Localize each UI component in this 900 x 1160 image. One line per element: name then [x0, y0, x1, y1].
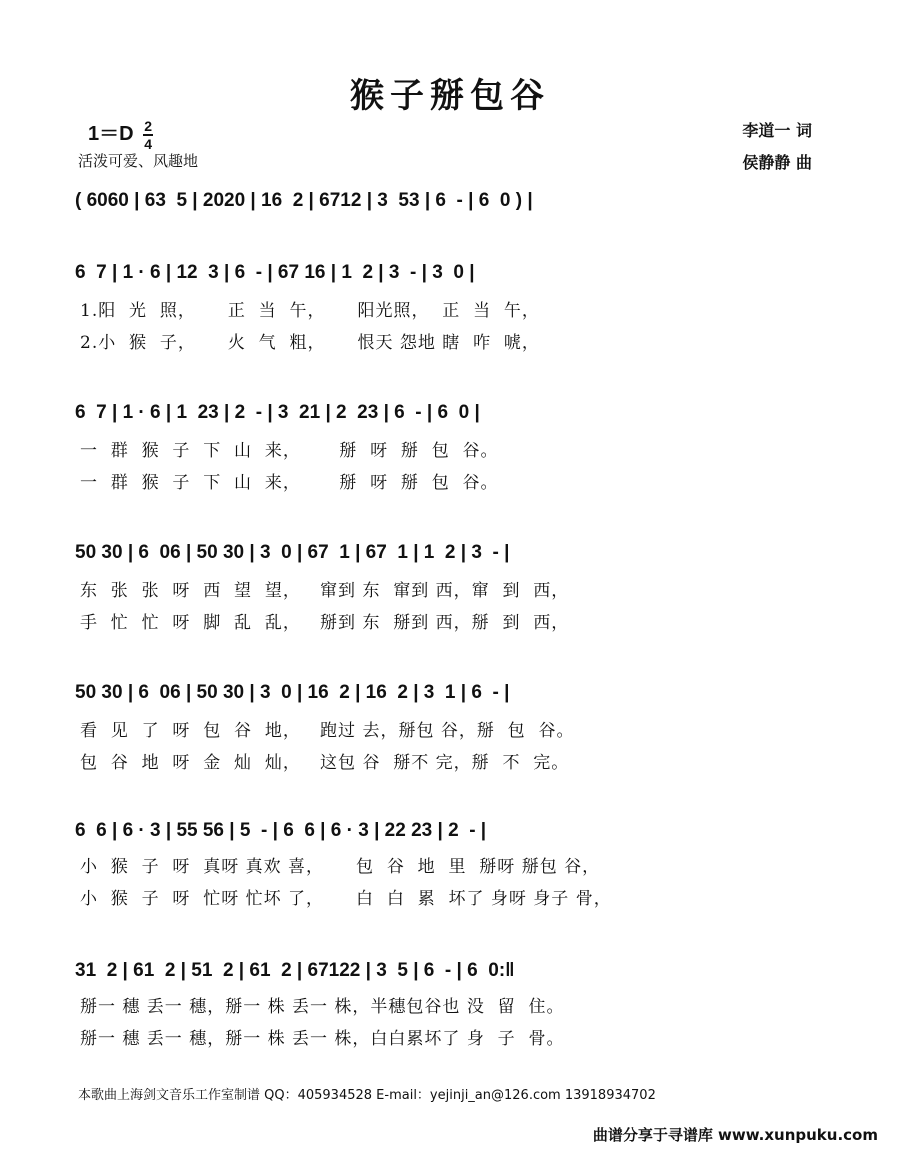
- lyric-line: 看 见 了 呀 包 谷 地， 跑过 去，掰包 谷，掰 包 谷。: [80, 721, 575, 741]
- time-signature: [143, 119, 153, 151]
- system-notes: 6 7 | 1 · 6 | 12 3 | 6 - | 67 16 | 1 2 | 3 - | 3 0 |: [75, 262, 475, 283]
- key-label: 1＝D: [88, 123, 134, 145]
- meter-bottom: 4: [144, 135, 153, 152]
- system-notes: 6 7 | 1 · 6 | 1 23 | 2 - | 3 21 | 2 23 | 6 - | 6 0 |: [75, 402, 480, 423]
- lyric-line: 一 群 猴 子 下 山 来， 掰 呀 掰 包 谷。: [80, 441, 499, 461]
- lyric-line: 1.阳 光 照， 正 当 午， 阳光照， 正 当 午，: [80, 301, 540, 321]
- system-notes: 50 30 | 6 06 | 50 30 | 3 0 | 16 2 | 16 2 | 3 1 | 6 - |: [75, 682, 510, 703]
- lyric-line: 小 猴 子 呀 真呀 真欢 喜， 包 谷 地 里 掰呀 掰包 谷，: [80, 857, 601, 877]
- tempo-marking: 活泼可爱、风趣地: [78, 152, 199, 170]
- system-notes: 31 2 | 61 2 | 51 2 | 61 2 | 67122 | 3 5 | 6 - | 6 0:‖: [75, 960, 515, 981]
- footer-credits: 本歌曲上海剑文音乐工作室制谱 QQ：405934528 E-mail：yejinji_an@126.com 13918934702: [78, 1088, 656, 1103]
- system-notes: 6 6 | 6 · 3 | 55 56 | 5 - | 6 6 | 6 · 3 | 22 23 | 2 - |: [75, 820, 487, 841]
- lyric-line: 一 群 猴 子 下 山 来， 掰 呀 掰 包 谷。: [80, 473, 499, 493]
- lyric-line: 掰一 穗 丢一 穗，掰一 株 丢一 株，半穗包谷也 没 留 住。: [80, 997, 565, 1017]
- lyric-line: 东 张 张 呀 西 望 望， 窜到 东 窜到 西，窜 到 西，: [80, 581, 570, 601]
- page-title: 猴子掰包谷: [350, 76, 550, 116]
- lyric-line: 小 猴 子 呀 忙呀 忙坏 了， 白 白 累 坏了 身呀 身子 骨，: [80, 889, 612, 909]
- lyricist-credit: 李道一 词: [742, 121, 812, 140]
- lyric-line: 掰一 穗 丢一 穗，掰一 株 丢一 株，白白累坏了 身 子 骨。: [80, 1029, 565, 1049]
- composer-credit: 侯静静 曲: [742, 153, 812, 172]
- system-notes: ( 6060 | 63 5 | 2020 | 16 2 | 6712 | 3 53 | 6 - | 6 0 ) |: [75, 190, 533, 211]
- lyric-line: 2.小 猴 子， 火 气 粗， 恨天 怨地 瞎 咋 唬，: [80, 333, 540, 353]
- key-signature: [88, 117, 153, 151]
- source-watermark: 曲谱分享于寻谱库 www.xunpuku.com: [592, 1126, 878, 1144]
- meter-top: 2: [144, 117, 153, 134]
- lyric-line: 手 忙 忙 呀 脚 乱 乱， 掰到 东 掰到 西，掰 到 西，: [80, 613, 570, 633]
- lyric-line: 包 谷 地 呀 金 灿 灿， 这包 谷 掰不 完，掰 不 完。: [80, 753, 570, 773]
- system-notes: 50 30 | 6 06 | 50 30 | 3 0 | 67 1 | 67 1 | 1 2 | 3 - |: [75, 542, 510, 563]
